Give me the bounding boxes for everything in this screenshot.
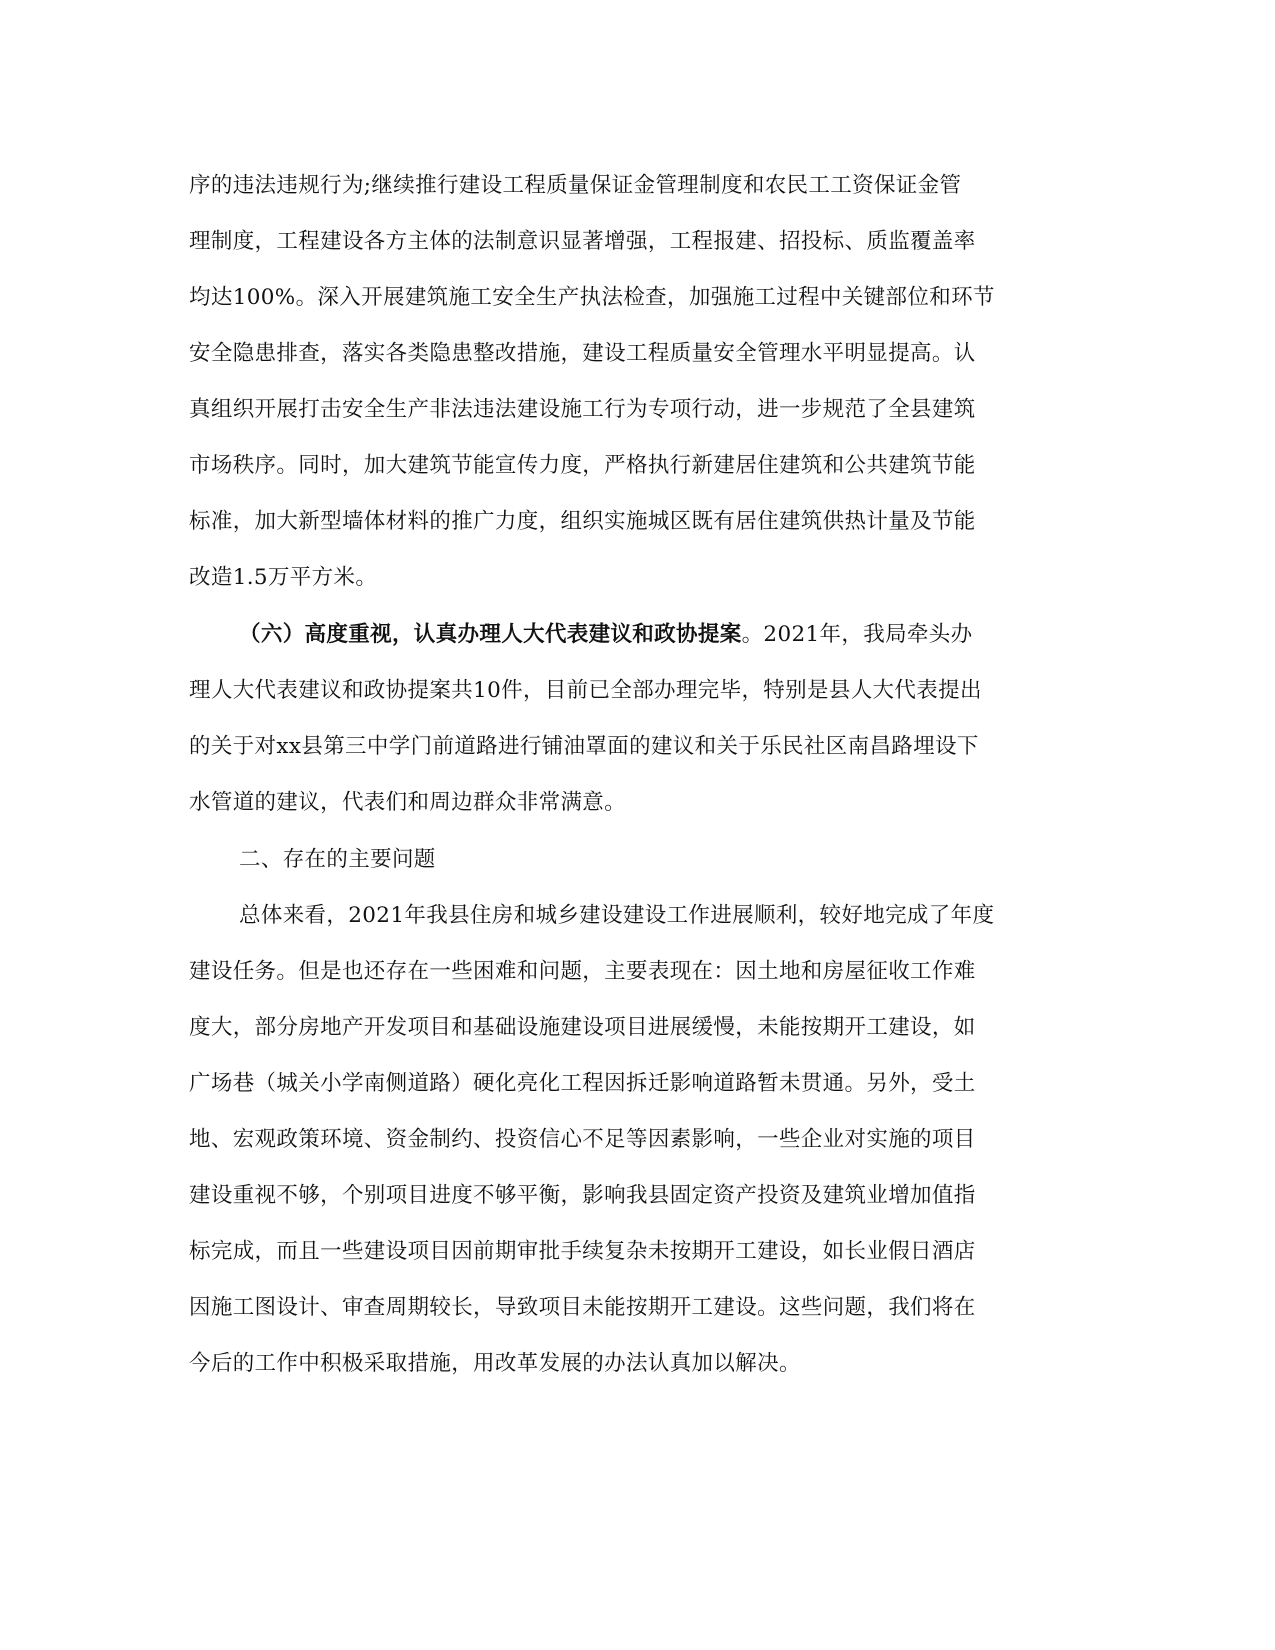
paragraph-line: 改造1.5万平方米。 [189,565,378,590]
paragraph-line: 建设任务。但是也还存在一些困难和问题，主要表现在：因土地和房屋征收工作难 [189,959,976,984]
paragraph-line: 广场巷（城关小学南侧道路）硬化亮化工程因拆迁影响道路暂未贯通。另外，受土 [189,1071,976,1096]
paragraph-line: 真组织开展打击安全生产非法违法建设施工行为专项行动，进一步规范了全县建筑 [189,397,976,422]
paragraph-line: 理人大代表建议和政协提案共10件，目前已全部办理完毕，特别是县人大代表提出 [189,678,982,703]
paragraph-line: 理制度，工程建设各方主体的法制意识显著增强，工程报建、招投标、质监覆盖率 [189,229,976,254]
paragraph-line: 序的违法违规行为;继续推行建设工程质量保证金管理制度和农民工工资保证金管 [189,173,962,198]
paragraph-line: 的关于对xx县第三中学门前道路进行铺油罩面的建议和关于乐民社区南昌路埋设下 [189,734,979,759]
paragraph-line: 度大，部分房地产开发项目和基础设施建设项目进展缓慢，未能按期开工建设，如 [189,1015,976,1040]
section-6-first-line [239,617,1139,653]
paragraph-line: 市场秩序。同时，加大建筑节能宣传力度，严格执行新建居住建筑和公共建筑节能 [189,453,976,478]
paragraph-line: 建设重视不够，个别项目进度不够平衡，影响我县固定资产投资及建筑业增加值指 [189,1183,976,1208]
paragraph-line: 因施工图设计、审查周期较长，导致项目未能按期开工建设。这些问题，我们将在 [189,1295,976,1320]
section-6-first-text: 。2021年，我局牵头办 [741,622,973,647]
paragraph-line: 地、宏观政策环境、资金制约、投资信心不足等因素影响，一些企业对实施的项目 [189,1127,976,1152]
paragraph-line: 今后的工作中积极采取措施，用改革发展的办法认真加以解决。 [189,1351,801,1376]
section-6-heading: （六）高度重视，认真办理人大代表建议和政协提案 [239,622,742,647]
paragraph-line: 总体来看，2021年我县住房和城乡建设建设工作进展顺利，较好地完成了年度 [239,903,995,928]
section-2-heading: 二、存在的主要问题 [239,847,436,872]
paragraph-line: 安全隐患排查，落实各类隐患整改措施，建设工程质量安全管理水平明显提高。认 [189,341,976,366]
paragraph-line: 标完成，而且一些建设项目因前期审批手续复杂未按期开工建设，如长业假日酒店 [189,1239,976,1264]
paragraph-line: 标准，加大新型墙体材料的推广力度，组织实施城区既有居住建筑供热计量及节能 [189,509,976,534]
paragraph-line: 均达100%。深入开展建筑施工安全生产执法检查，加强施工过程中关键部位和环节 [189,285,995,310]
paragraph-line: 水管道的建议，代表们和周边群众非常满意。 [189,790,627,815]
